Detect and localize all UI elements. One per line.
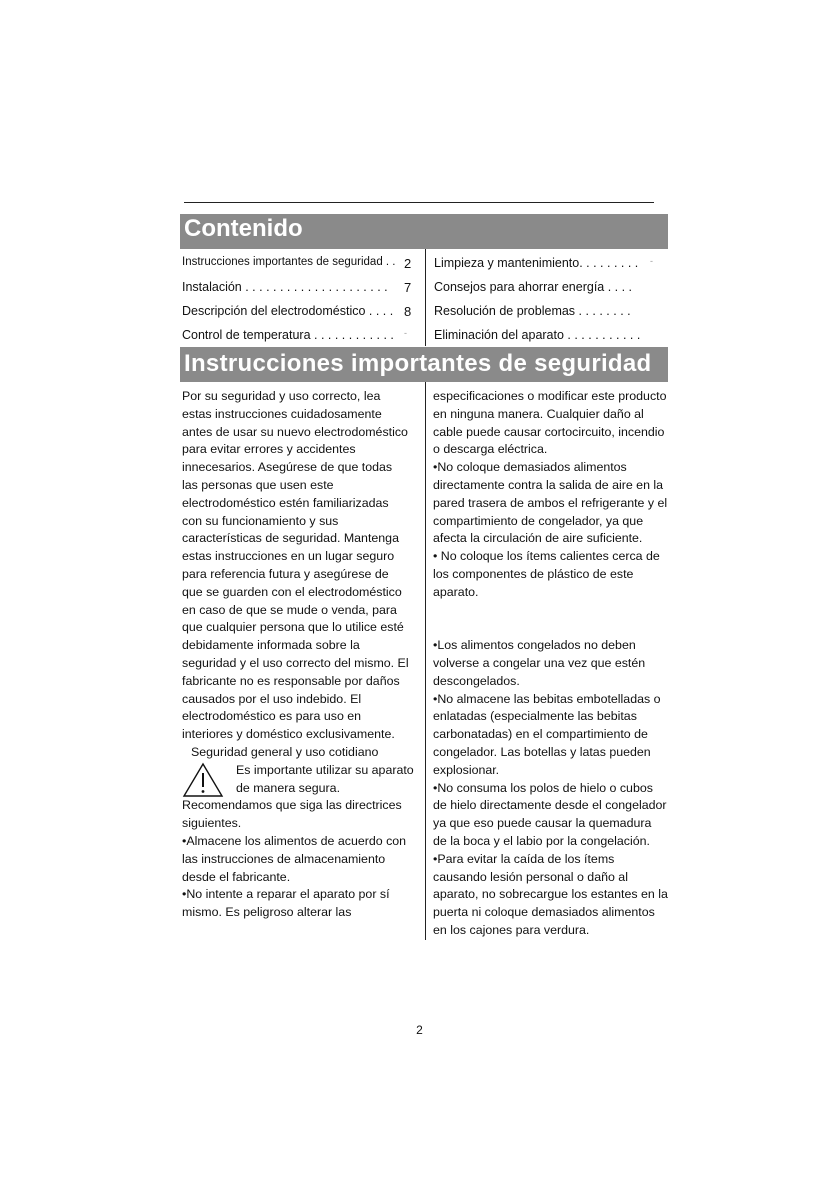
paragraph-line: •No intente a reparar el aparato por sí: [182, 887, 390, 902]
paragraph-line: desde el fabricante.: [182, 869, 291, 884]
warning-triangle-icon: [182, 762, 224, 798]
paragraph-line: pared trasera de ambos el refrigerante y el: [433, 495, 668, 510]
paragraph-line: aparato.: [433, 584, 479, 599]
paragraph-line: afecta la circulación de aire suficiente.: [433, 531, 643, 546]
paragraph-line: • No coloque los ítems calientes cerca de: [433, 549, 660, 564]
paragraph-line: estas instrucciones cuidadosamente: [182, 406, 382, 421]
toc-item-seguridad: Instrucciones importantes de seguridad . . 2: [182, 256, 412, 271]
paragraph-line: Es importante utilizar su aparato: [236, 762, 414, 777]
paragraph-line: características de seguridad. Mantenga: [182, 531, 399, 546]
paragraph-line: electrodoméstico es para uso en: [182, 709, 362, 724]
paragraph-line: para referencia futura y asegúrese de: [182, 566, 389, 581]
paragraph-line: compartimiento de congelador, ya que: [433, 513, 644, 528]
paragraph-line: congelador. Las botellas y latas pueden: [433, 744, 651, 759]
paragraph-line: •Para evitar la caída de los ítems: [433, 851, 615, 866]
paragraph-line: de la boca y el labio por la congelación.: [433, 833, 650, 848]
paragraph-line: las instrucciones de almacenamiento: [182, 851, 386, 866]
warning-text: [236, 762, 414, 798]
paragraph-line: causando lesión personal o daño al: [433, 869, 628, 884]
spacer: [433, 619, 669, 637]
toc-item-consejos: Consejos para ahorrar energía . . . .: [434, 280, 633, 294]
safety-title: Instrucciones importantes de seguridad: [184, 350, 652, 377]
paragraph-line: de hielo directamente desde el congelador: [433, 798, 667, 813]
paragraph-line: •Los alimentos congelados no deben: [433, 638, 636, 653]
paragraph-line: Recomendamos que siga las directrices: [182, 798, 402, 813]
paragraph-line: electrodoméstico estén familiarizadas: [182, 495, 389, 510]
toc-item-problemas: Resolución de problemas . . . . . . . .: [434, 304, 631, 318]
paragraph-line: interiores y doméstico exclusivamente.: [182, 727, 395, 742]
paragraph-line: directamente contra la salida de aire en la: [433, 477, 664, 492]
toc-item-temperatura: Control de temperatura . . . . . . . . . . . . -: [182, 328, 407, 342]
paragraph-line: carbonatadas) en el compartimiento de: [433, 727, 648, 742]
paragraph-line: •No coloque demasiados alimentos: [433, 460, 627, 475]
paragraph-line: las personas que usen este: [182, 477, 334, 492]
toc-column-divider: [425, 249, 426, 346]
top-rule: [184, 202, 654, 203]
spacer: [433, 602, 669, 620]
paragraph-line: puerta ni coloque demasiados alimentos: [433, 905, 655, 920]
paragraph-line: estas instrucciones en un lugar seguro: [182, 549, 395, 564]
paragraph-line: que cualquier persona que lo utilice esté: [182, 620, 404, 635]
paragraph-line: en ninguna manera. Cualquier daño al: [433, 406, 644, 421]
warning-block: [182, 762, 422, 798]
safety-banner: [180, 347, 668, 382]
paragraph-line: causados por el uso indebido. El: [182, 691, 362, 706]
paragraph-line: Por su seguridad y uso correcto, lea: [182, 389, 381, 403]
paragraph-line: explosionar.: [433, 762, 500, 777]
paragraph-line: en caso de que se mude o venda, para: [182, 602, 397, 617]
subheading-general-safety: Seguridad general y uso cotidiano: [191, 744, 379, 759]
paragraph-line: especificaciones o modificar este producto: [433, 389, 667, 403]
toc-item-eliminacion: Eliminación del aparato . . . . . . . . . . .: [434, 328, 641, 342]
paragraph-line: •Almacene los alimentos de acuerdo con: [182, 833, 407, 848]
toc-item-instalacion: Instalación . . . . . . . . . . . . . . . . . . . . . 7: [182, 280, 412, 295]
right-column: [433, 388, 669, 940]
paragraph-line: con su funcionamiento y sus: [182, 513, 339, 528]
toc-banner: [180, 214, 668, 249]
paragraph-line: seguridad y el uso correcto del mismo. El: [182, 655, 409, 670]
paragraph-line: volverse a congelar una vez que estén: [433, 655, 646, 670]
paragraph-line: antes de usar su nuevo electrodoméstico: [182, 424, 408, 439]
paragraph-line: •No consuma los polos de hielo o cubos: [433, 780, 653, 795]
toc-item-descripcion: Descripción del electrodoméstico . . . . 8: [182, 304, 412, 319]
page-number: 2: [416, 1023, 423, 1037]
paragraph-line: ya que eso puede causar la quemadura: [433, 816, 652, 831]
paragraph-line: o descarga eléctrica.: [433, 442, 548, 457]
paragraph-line: mismo. Es peligroso alterar las: [182, 905, 352, 920]
paragraph-line: •No almacene las bebitas embotelladas o: [433, 691, 661, 706]
paragraph-line: para evitar errores y accidentes: [182, 442, 356, 457]
left-column: [182, 388, 422, 922]
toc-item-limpieza: Limpieza y mantenimiento. . . . . . . . . -: [434, 256, 653, 270]
body-column-divider: [425, 382, 426, 940]
toc-title: Contenido: [184, 215, 303, 242]
paragraph-line: siguientes.: [182, 816, 242, 831]
paragraph-line: cable puede causar cortocircuito, incendio: [433, 424, 665, 439]
paragraph-line: debidamente informada sobre la: [182, 638, 360, 653]
paragraph-line: descongelados.: [433, 673, 520, 688]
paragraph-line: de manera segura.: [236, 780, 341, 795]
paragraph-line: fabricante no es responsable por daños: [182, 673, 400, 688]
paragraph-line: innecesarios. Asegúrese de que todas: [182, 460, 393, 475]
paragraph-line: que se guarden con el electrodoméstico: [182, 584, 402, 599]
paragraph-line: en los cajones para verdura.: [433, 922, 590, 937]
paragraph-line: aparato, no sobrecargue los estantes en la: [433, 887, 668, 902]
paragraph-line: enlatadas (especialmente las bebitas: [433, 709, 637, 724]
paragraph-line: los componentes de plástico de este: [433, 566, 634, 581]
